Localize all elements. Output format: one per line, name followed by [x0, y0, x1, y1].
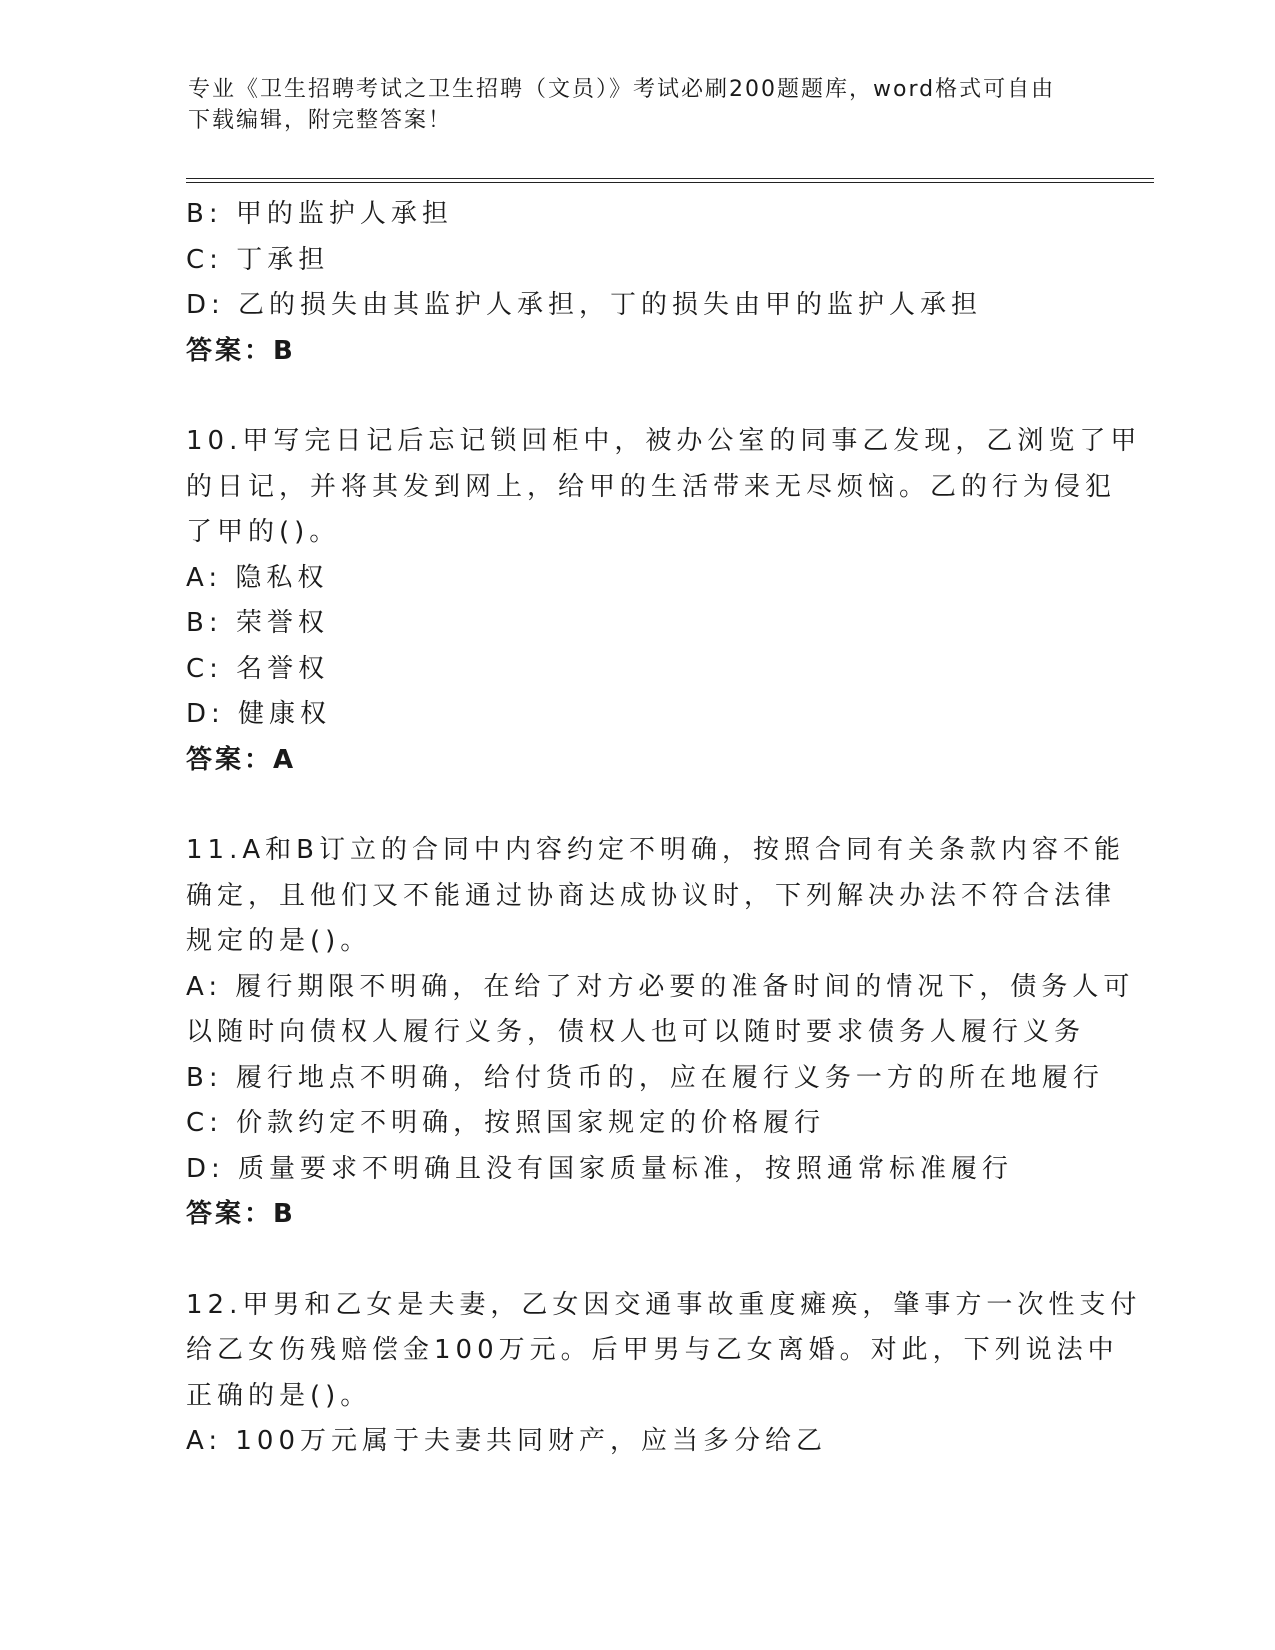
question-stem-line: 规定的是()。 [186, 926, 372, 956]
option-c: C: 价款约定不明确，按照国家规定的价格履行 [186, 1108, 826, 1138]
spacer [186, 783, 1076, 828]
question-stem-line: 确定，且他们又不能通过协商达成协议时，下列解决办法不符合法律 [186, 880, 1117, 911]
question-stem-line: 的日记，并将其发到网上，给甲的生活带来无尽烦恼。乙的行为侵犯 [186, 471, 1117, 502]
option-d: D: 乙的损失由其监护人承担，丁的损失由甲的监护人承担 [186, 290, 983, 320]
option-a-continued: 以随时向债权人履行义务，债权人也可以随时要求债务人履行义务 [186, 1017, 1086, 1047]
spacer [186, 1238, 1076, 1283]
question-stem-line: 正确的是()。 [186, 1380, 372, 1411]
option-b: B: 甲的监护人承担 [186, 199, 453, 229]
answer-line: 答案：A [186, 744, 297, 775]
option-c: C: 名誉权 [186, 653, 330, 684]
option-b: B: 履行地点不明确，给付货币的，应在履行义务一方的所在地履行 [186, 1062, 1104, 1093]
prev-question-options [186, 192, 1076, 329]
option-a: A: 隐私权 [186, 562, 329, 593]
question-stem-line: 给乙女伤残赔偿金100万元。后甲男与乙女离婚。对此，下列说法中 [186, 1335, 1119, 1365]
header-divider [186, 178, 1154, 183]
option-c: C: 丁承担 [186, 244, 330, 275]
answer-line: 答案：B [186, 335, 296, 366]
option-b: B: 荣誉权 [186, 608, 329, 638]
question-content [186, 192, 1142, 1465]
answer-line: 答案：B [186, 1199, 296, 1229]
question-10 [186, 419, 1142, 783]
question-11 [186, 828, 1135, 1238]
option-a: A: 100万元属于夫妻共同财产，应当多分给乙 [186, 1426, 827, 1456]
option-d: D: 健康权 [186, 699, 332, 729]
option-a: A: 履行期限不明确，在给了对方必要的准备时间的情况下，债务人可 [186, 971, 1135, 1002]
question-12 [186, 1283, 1142, 1465]
question-stem-line: 了甲的()。 [186, 517, 341, 547]
question-stem-line: 12.甲男和乙女是夫妻，乙女因交通事故重度瘫痪，肇事方一次性支付 [186, 1289, 1142, 1320]
option-d: D: 质量要求不明确且没有国家质量标准，按照通常标准履行 [186, 1153, 1014, 1184]
page-header: 专业《卫生招聘考试之卫生招聘（文员）》考试必刷200题题库，word格式可自由下载编辑，附完整答案！ [188, 77, 1056, 133]
question-stem-line: 10.甲写完日记后忘记锁回柜中，被办公室的同事乙发现，乙浏览了甲 [186, 426, 1142, 456]
spacer [186, 374, 1076, 419]
question-stem-line: 11.A和B订立的合同中内容约定不明确，按照合同有关条款内容不能 [186, 835, 1125, 865]
